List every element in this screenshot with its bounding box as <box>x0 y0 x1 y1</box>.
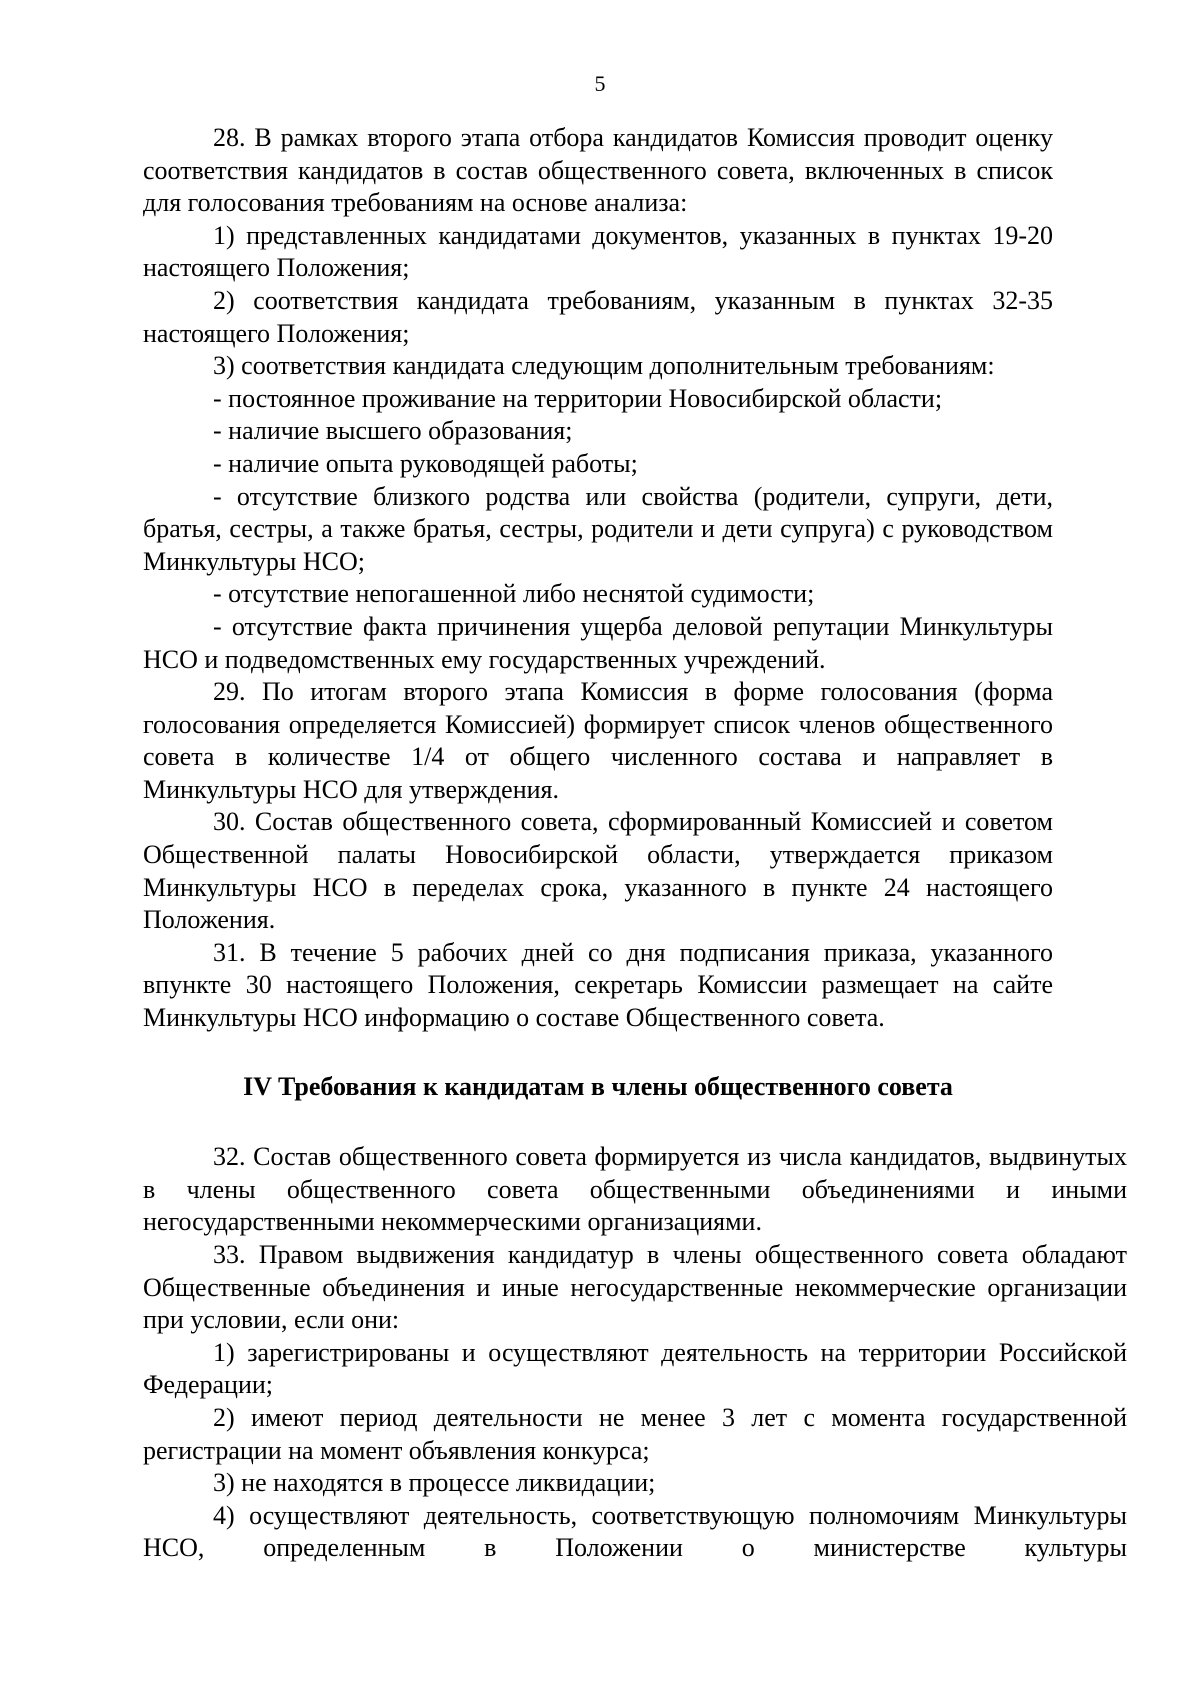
requirement-residence: - постоянное проживание на территории Новосибирской области; <box>213 383 943 413</box>
page-number: 5 <box>594 71 606 96</box>
paragraph-31: 31. В течение 5 рабочих дней со дня подписания приказа, указанного впункте 30 настоящего Положения, секретарь Комиссии размещает на сайте Минкультуры НСО информацию о составе Общественного совета. <box>143 937 1053 1033</box>
requirement-education: - наличие высшего образования; <box>213 416 573 446</box>
requirement-experience: - наличие опыта руководящей работы; <box>213 448 638 478</box>
document-body <box>143 122 1127 1565</box>
paragraph-33-item-3: 3) не находятся в процессе ликвидации; <box>213 1468 656 1498</box>
paragraph-33: 33. Правом выдвижения кандидатур в члены общественного совета обладают Общественные объединения и иные негосударственные некоммерческие организации при условии, если они: <box>143 1240 1127 1335</box>
section-b <box>143 1141 1127 1565</box>
requirement-no-conviction: - отсутствие непогашенной либо неснятой судимости; <box>213 579 815 609</box>
paragraph-28: 28. В рамках второго этапа отбора кандидатов Комиссия проводит оценку соответствия кандидатов в состав общественного совета, включенных в список для голосования требованиям на основе анализа: <box>143 123 1053 218</box>
paragraph-33-item-1: 1) зарегистрированы и осуществляют деятельность на территории Российской Федерации; <box>143 1337 1127 1400</box>
paragraph-28-item-1: 1) представленных кандидатами документов, указанных в пунктах 19-20 настоящего Положения; <box>143 220 1053 283</box>
section-a <box>143 122 1053 1035</box>
paragraph-28-item-3: 3) соответствия кандидата следующим дополнительным требованиям: <box>213 351 995 381</box>
paragraph-29: 29. По итогам второго этапа Комиссия в форме голосования (форма голосования определяется Комиссией) формирует список членов общественного совета в количестве 1/4 от общего численного состава и направляет в Минкультуры НСО для утверждения. <box>143 677 1053 804</box>
paragraph-33-item-4: 4) осуществляют деятельность, соответствующую полномочиям Минкультуры НСО, определенным в Положении о министерстве культуры <box>143 1500 1127 1563</box>
section-heading: IV Требования к кандидатам в члены общественного совета <box>243 1071 953 1101</box>
requirement-no-reputation-damage: - отсутствие факта причинения ущерба деловой репутации Минкультуры НСО и подведомственных ему государственных учреждений. <box>143 611 1053 674</box>
paragraph-32: 32. Состав общественного совета формируется из числа кандидатов, выдвинутых в члены общественного совета общественными объединениями и иными негосударственными некоммерческими организациями. <box>143 1142 1127 1237</box>
paragraph-30: 30. Состав общественного совета, сформированный Комиссией и советом Общественной палаты Новосибирской области, утверждается приказом Минкультуры НСО в переделах срока, указанного в пункте 24 настоящего Положения. <box>143 807 1053 935</box>
requirement-no-kinship: - отсутствие близкого родства или свойства (родители, супруги, дети, братья, сестры, а также братья, сестры, родители и дети супруга) с руководством Минкультуры НСО; <box>143 481 1053 576</box>
paragraph-33-item-2: 2) имеют период деятельности не менее 3 лет с момента государственной регистрации на момент объявления конкурса; <box>143 1402 1127 1465</box>
paragraph-28-item-2: 2) соответствия кандидата требованиям, указанным в пунктах 32-35 настоящего Положения; <box>143 285 1053 348</box>
